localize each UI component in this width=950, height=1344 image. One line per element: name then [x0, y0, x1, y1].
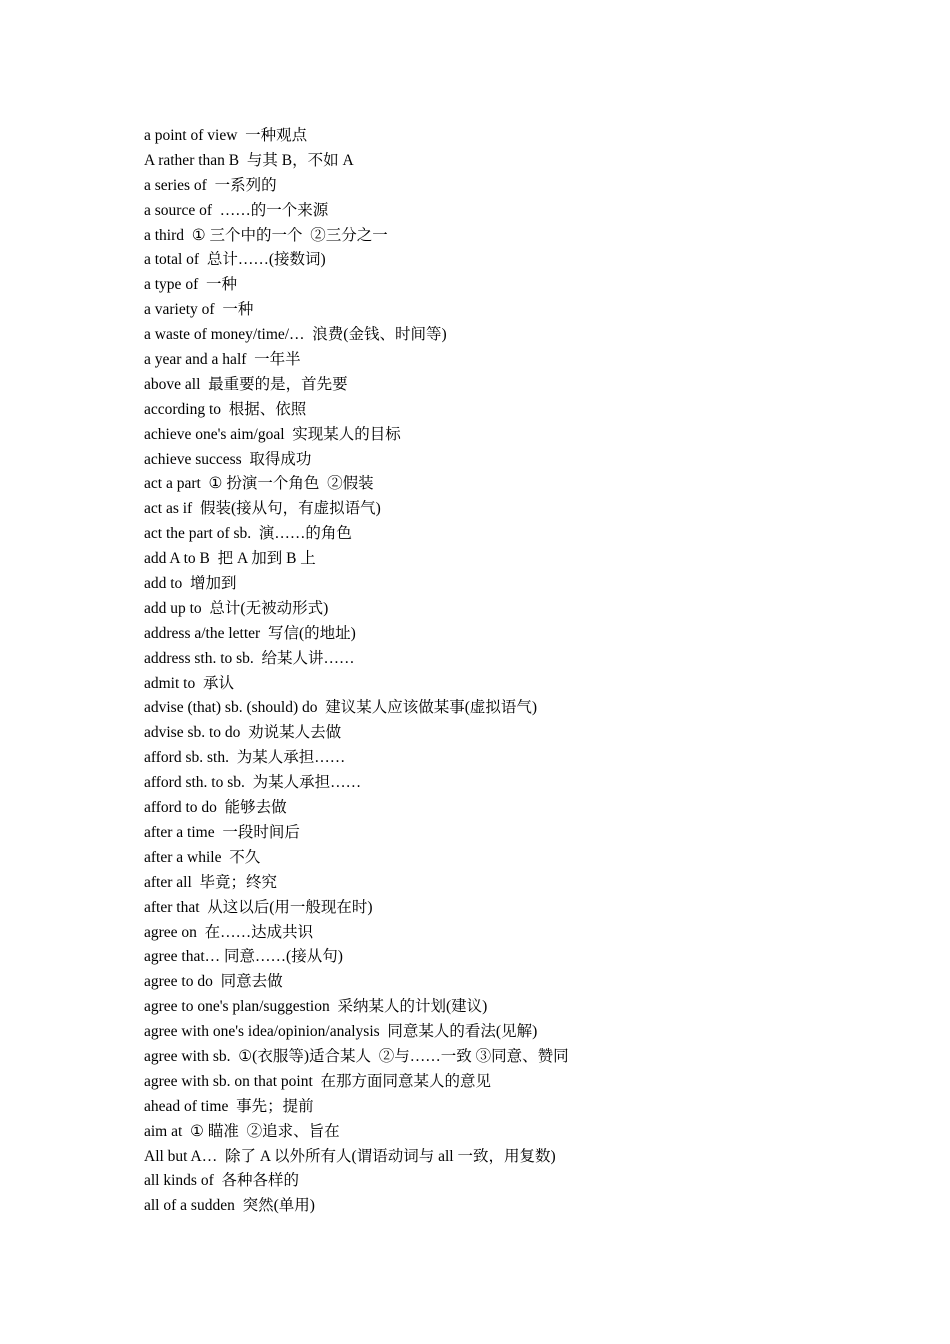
phrase-entry: after a while 不久	[144, 848, 261, 866]
phrase-entry: afford sb. sth. 为某人承担……	[144, 749, 346, 767]
phrase-entry: aim at ① 瞄准 ②追求、旨在	[144, 1122, 340, 1140]
phrase-entry: after a time 一段时间后	[144, 823, 300, 841]
phrase-entry: agree to one's plan/suggestion 采纳某人的计划(建议)	[144, 998, 488, 1016]
phrase-entry: a type of 一种	[144, 276, 237, 294]
phrase-entry: agree that… 同意……(接从句)	[144, 948, 343, 966]
phrase-entry: a year and a half 一年半	[144, 351, 301, 369]
phrase-entry: all kinds of 各种各样的	[144, 1172, 299, 1190]
phrase-entry: a variety of 一种	[144, 301, 254, 319]
phrase-entry: achieve success 取得成功	[144, 450, 312, 468]
phrase-entry: after that 从这以后(用一般现在时)	[144, 898, 373, 916]
phrase-entry: all of a sudden 突然(单用)	[144, 1197, 315, 1215]
phrase-entry: act the part of sb. 演……的角色	[144, 525, 352, 543]
phrase-entry: agree on 在……达成共识	[144, 923, 314, 941]
phrase-entry: a waste of money/time/… 浪费(金钱、时间等)	[144, 326, 447, 344]
phrase-entry: afford to do 能够去做	[144, 799, 287, 817]
phrase-entry: after all 毕竟；终究	[144, 873, 278, 891]
phrase-entry: a total of 总计……(接数词)	[144, 251, 326, 269]
phrase-entry: advise sb. to do 劝说某人去做	[144, 724, 342, 742]
phrase-entry: A rather than B 与其 B，不如 A	[144, 151, 354, 169]
phrase-entry: act a part ① 扮演一个角色 ②假装	[144, 475, 374, 493]
phrase-entry: a third ① 三个中的一个 ②三分之一	[144, 226, 388, 244]
phrase-entry: address a/the letter 写信(的地址)	[144, 624, 356, 642]
phrase-list	[144, 124, 904, 1219]
phrase-entry: above all 最重要的是，首先要	[144, 375, 348, 393]
phrase-entry: afford sth. to sb. 为某人承担……	[144, 774, 362, 792]
phrase-entry: add to 增加到	[144, 575, 237, 593]
phrase-entry: a point of view 一种观点	[144, 127, 308, 144]
phrase-entry: All but A… 除了 A 以外所有人(谓语动词与 all 一致，用复数)	[144, 1147, 556, 1165]
phrase-entry: act as if 假装(接从句，有虚拟语气)	[144, 500, 381, 518]
phrase-entry: a source of ……的一个来源	[144, 201, 329, 219]
phrase-entry: advise (that) sb. (should) do 建议某人应该做某事(虚拟语气)	[144, 699, 538, 717]
phrase-entry: ahead of time 事先；提前	[144, 1097, 314, 1115]
phrase-entry: admit to 承认	[144, 674, 234, 692]
phrase-entry: add up to 总计(无被动形式)	[144, 599, 329, 617]
phrase-entry: agree with sb. on that point 在那方面同意某人的意见	[144, 1072, 491, 1090]
phrase-entry: achieve one's aim/goal 实现某人的目标	[144, 425, 401, 443]
phrase-entry: according to 根据、依照	[144, 400, 307, 418]
phrase-entry: address sth. to sb. 给某人讲……	[144, 649, 355, 667]
phrase-entry: add A to B 把 A 加到 B 上	[144, 550, 316, 568]
phrase-entry: agree with one's idea/opinion/analysis 同意某人的看法(见解)	[144, 1023, 538, 1041]
phrase-entry: agree with sb. ①(衣服等)适合某人 ②与……一致 ③同意、赞同	[144, 1047, 569, 1065]
phrase-entry: a series of 一系列的	[144, 176, 277, 194]
phrase-entry: agree to do 同意去做	[144, 973, 283, 991]
